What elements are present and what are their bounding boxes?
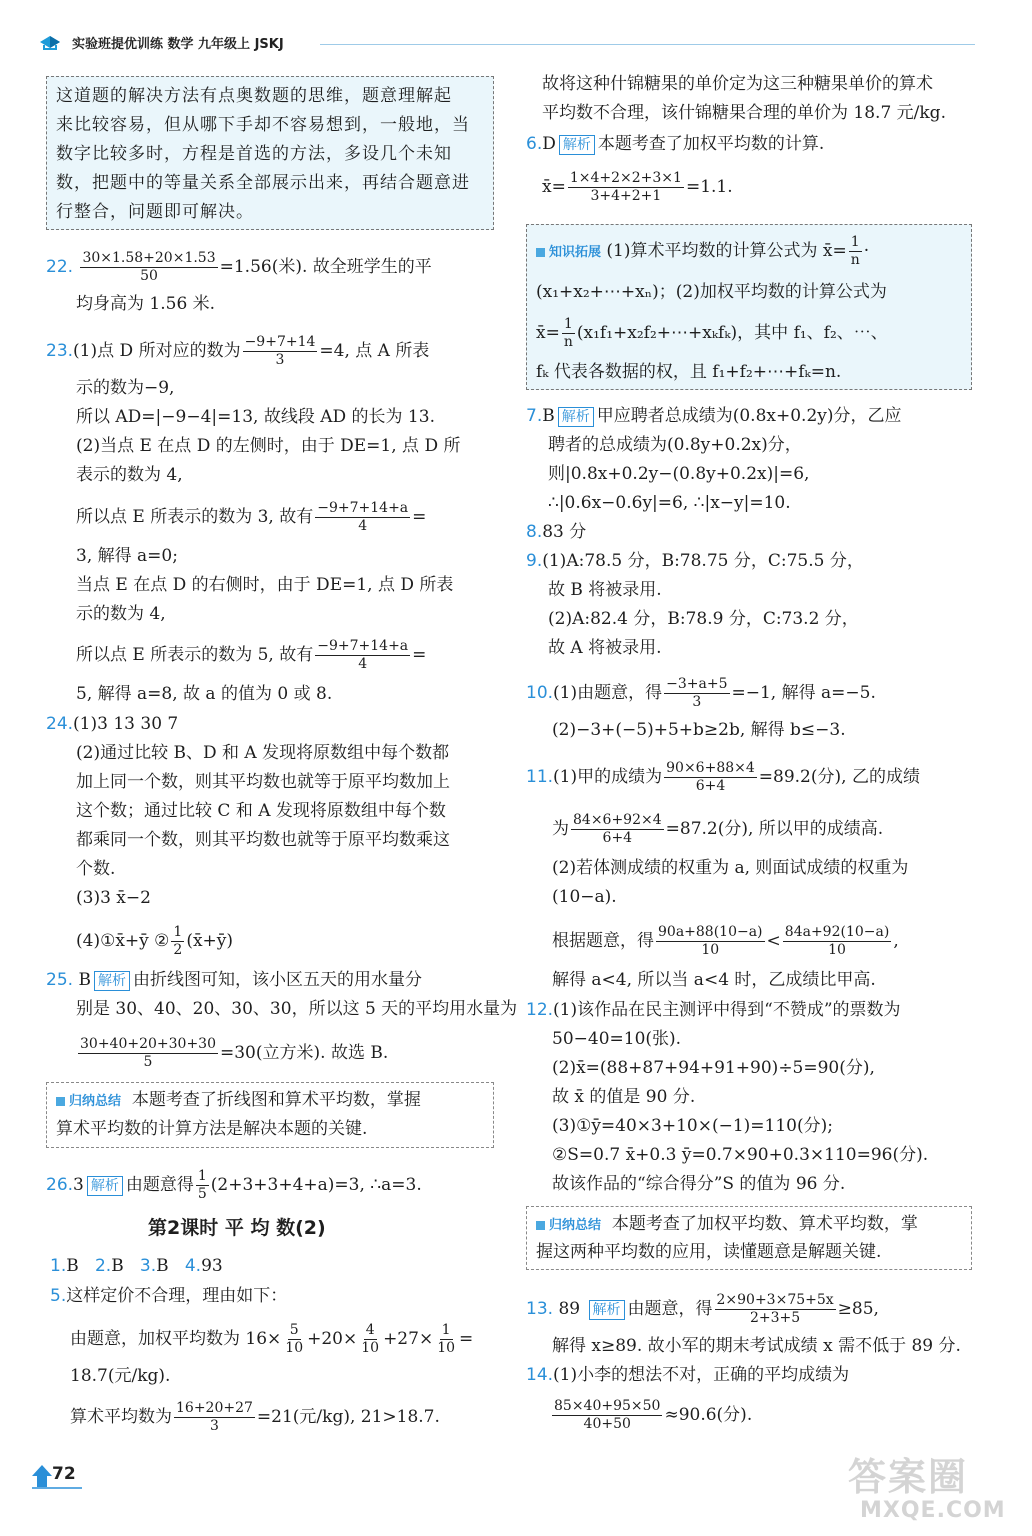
answer: D [542, 134, 556, 154]
q-number: 1. [50, 1256, 67, 1276]
denominator: 50 [140, 268, 158, 284]
watermark [840, 1440, 1010, 1530]
q25-line [76, 1036, 388, 1071]
text: 算术平均数为 [70, 1407, 172, 1427]
header-divider [320, 44, 975, 45]
summary-tag: 归纳总结 [56, 1090, 121, 1114]
q11-line [552, 924, 899, 959]
text: < [766, 931, 781, 951]
fraction [435, 1322, 457, 1357]
fraction [196, 1168, 209, 1203]
q-number: 13. [526, 1299, 554, 1319]
text: 甲应聘者总成绩为(0.8x+0.2y)分，乙应 [596, 406, 902, 426]
q-number: 26. [46, 1175, 74, 1195]
text: +20× [307, 1329, 358, 1349]
q24-line: 这个数；通过比较 C 和 A 发现将原数组中每个数 [76, 801, 446, 821]
q-number: 24. [46, 714, 74, 734]
q5-cont: 平均数不合理，该什锦糖果合理的单价为 18.7 元/kg. [542, 103, 946, 123]
answer: 93 [201, 1256, 223, 1276]
fraction [664, 760, 757, 795]
text: 本题考查了加权平均数、算术平均数，掌 [611, 1214, 918, 1234]
q5-cont: 故将这种什锦糖果的单价定为这三种糖果单价的算术 [542, 74, 933, 94]
q-number: 3. [139, 1256, 157, 1276]
text: x̄= [536, 323, 560, 343]
fraction [664, 676, 729, 711]
q-number: 8. [526, 522, 543, 542]
numerator: −3+a+5 [666, 676, 728, 692]
q11 [526, 760, 920, 795]
text: (1)由题意，得 [553, 683, 663, 703]
text: 所以点 E 所表示的数为 5, 故有 [76, 645, 314, 665]
q23-line [76, 500, 426, 535]
fraction [171, 924, 184, 959]
q24-line: 都乘同一个数，则其平均数也就等于原平均数乘这 [76, 830, 450, 850]
header [30, 28, 975, 58]
numerator: 2×90+3×75+5x [716, 1292, 834, 1308]
fraction [562, 316, 575, 351]
denominator: 10 [701, 942, 720, 958]
denominator: 6+4 [695, 778, 726, 794]
fraction [315, 500, 410, 535]
numerator: 30×1.58+20×1.53 [82, 250, 216, 266]
text: = [412, 645, 427, 665]
q13-line: 解得 x≥89. 故小军的期末考试成绩 x 需不低于 89 分. [552, 1336, 961, 1356]
answer: B [66, 1256, 79, 1276]
numerator: 85×40+95×50 [554, 1398, 661, 1414]
q7 [526, 404, 902, 428]
box1-line: 这道题的解决方法有点奥数题的思维，题意理解起 [56, 86, 452, 106]
answer: B [156, 1256, 169, 1276]
fraction [283, 1322, 305, 1357]
q12 [526, 998, 901, 1022]
text: 所以点 E 所表示的数为 3, 故有 [76, 507, 314, 527]
denominator: 2 [173, 942, 183, 958]
q-number: 9. [526, 551, 543, 571]
fraction [552, 1398, 662, 1433]
denominator: 5 [197, 1186, 207, 1202]
q23-line: 3, 解得 a=0; [76, 546, 178, 566]
q23-line: 表示的数为 4, [76, 465, 183, 485]
text: =87.2(分), 所以甲的成绩高. [665, 819, 884, 839]
book-logo-icon [38, 32, 62, 52]
q9 [526, 549, 864, 573]
q7-line: 则|0.8x+0.2y−(0.8y+0.2x)|=6, [548, 464, 810, 484]
q7-line: ∴|0.6x−0.6y|=6, ∴|x−y|=10. [548, 493, 791, 513]
box4-line [536, 1212, 918, 1238]
answer: B [542, 406, 555, 426]
q-number: 7. [526, 406, 543, 426]
numerator: 1 [563, 316, 573, 332]
text: (1)小李的想法不对，正确的平均成绩为 [553, 1365, 850, 1385]
q8 [526, 520, 586, 544]
denominator: n [563, 334, 573, 350]
fraction [80, 250, 217, 285]
q22 [46, 250, 432, 285]
watermark-url: MXQE.COM [860, 1498, 1006, 1523]
q26 [46, 1168, 422, 1203]
q24-line: 加上同一个数，则其平均数也就等于原平均数加上 [76, 772, 450, 792]
q-number: 5. [50, 1286, 67, 1306]
text: x̄= [542, 177, 566, 197]
q-number: 22. [46, 257, 74, 277]
q14 [526, 1363, 849, 1387]
text: =4, 点 A 所表 [319, 341, 430, 361]
text: (1)该作品在民主测评中得到“不赞成”的票数为 [553, 1000, 901, 1020]
fraction [78, 1036, 218, 1071]
text: (1)算术平均数的计算公式为 x̄= [606, 241, 847, 261]
text: =1.56(米). 故全班学生的平 [219, 257, 432, 277]
denominator: 4 [358, 656, 368, 672]
text: 由题意，加权平均数为 16× [70, 1329, 282, 1349]
q6 [526, 132, 824, 156]
text: (1)3 13 30 7 [73, 714, 179, 734]
denominator: 10 [437, 1340, 456, 1356]
denominator: 3 [275, 352, 285, 368]
q22-line2: 均身高为 1.56 米. [76, 294, 216, 314]
box2-line: 算术平均数的计算方法是解决本题的关键. [56, 1119, 368, 1139]
numerator: −9+7+14+a [317, 638, 409, 654]
numerator: 84a+92(10−a) [784, 924, 890, 940]
knowledge-tag: 知识拓展 [536, 241, 601, 265]
q-number: 10. [526, 683, 554, 703]
q-number: 11. [526, 767, 554, 787]
q11-line: 解得 a<4, 所以当 a<4 时，乙成绩比甲高. [552, 970, 876, 990]
denominator: 3 [209, 1418, 219, 1434]
text: =89.2(分), 乙的成绩 [758, 767, 920, 787]
q5-line: 18.7(元/kg). [70, 1366, 171, 1386]
q14-line [550, 1398, 752, 1433]
fraction [359, 1322, 381, 1357]
q9-line: (2)A:82.4 分，B:78.9 分，C:73.2 分， [548, 609, 859, 629]
q24 [46, 712, 178, 736]
q5-line [70, 1322, 473, 1357]
q13 [526, 1292, 879, 1327]
q23-line: 所以 AD=|−9−4|=13, 故线段 AD 的长为 13. [76, 407, 435, 427]
text: 由题意，得 [627, 1299, 713, 1319]
q24-line [76, 924, 233, 959]
q24-line: 个数. [76, 859, 116, 879]
q11-line: (2)若体测成绩的权重为 a, 则面试成绩的权重为 [552, 858, 909, 878]
q-number: 12. [526, 1000, 554, 1020]
answer: B [111, 1256, 124, 1276]
fraction [849, 234, 862, 269]
text: (1)点 D 所对应的数为 [73, 341, 241, 361]
mc-answers [50, 1254, 223, 1278]
q12-line: (3)①ȳ=40×3+10×(−1)=110(分); [552, 1116, 833, 1136]
q23-line: 当点 E 在点 D 的右侧时，由于 DE=1, 点 D 所表 [76, 575, 454, 595]
q24-line: (3)3 x̄−2 [76, 888, 151, 908]
answer: 3 [73, 1175, 84, 1195]
box1-line: 行整合，问题即可解决。 [56, 202, 254, 222]
fraction [568, 170, 684, 205]
fraction [656, 924, 765, 959]
q23-line: 示的数为 4, [76, 604, 166, 624]
analysis-tag: 解析 [559, 135, 595, 155]
denominator: 3 [692, 694, 702, 710]
q9-line: 故 A 将被录用. [548, 638, 662, 658]
q7-line: 聘者的总成绩为(0.8y+0.2x)分， [548, 435, 802, 455]
text: ≥85, [837, 1299, 879, 1319]
watermark-logo: 答案圈 [848, 1455, 969, 1499]
answer: 89 [558, 1299, 581, 1319]
numerator: 84×6+92×4 [573, 812, 662, 828]
denominator: 10 [285, 1340, 304, 1356]
q-number: 14. [526, 1365, 554, 1385]
text: 本题考查了加权平均数的计算. [597, 134, 825, 154]
q23-line: 示的数为−9, [76, 378, 175, 398]
box3-line: fₖ 代表各数据的权，且 f₁+f₂+⋯+fₖ=n. [536, 362, 842, 382]
numerator: 90×6+88×4 [666, 760, 755, 776]
numerator: 1 [850, 234, 860, 250]
denominator: 5 [143, 1054, 153, 1070]
denominator: 4 [358, 518, 368, 534]
q-number: 4. [184, 1256, 202, 1276]
text: =1.1. [685, 177, 733, 197]
denominator: n [850, 252, 860, 268]
q12-line: 故该作品的“综合得分”S 的值为 96 分. [552, 1174, 846, 1194]
text: · [863, 241, 870, 261]
q10-line: (2)−3+(−5)+5+b≥2b, 解得 b≤−3. [552, 720, 846, 740]
numerator: 16+20+27 [176, 1400, 253, 1416]
text: = [459, 1329, 474, 1349]
text: 本题考查了折线图和算术平均数，掌握 [131, 1090, 421, 1110]
numerator: 4 [365, 1322, 375, 1338]
analysis-tag: 解析 [558, 407, 594, 427]
text: 由题意得 [125, 1175, 194, 1195]
analysis-tag: 解析 [87, 1176, 123, 1196]
numerator: 5 [289, 1322, 299, 1338]
q23 [46, 334, 429, 369]
q23-line [76, 638, 426, 673]
section-title: 第2课时 平 均 数(2) [148, 1217, 326, 1239]
text: (2+3+3+4+a)=3, ∴a=3. [210, 1175, 422, 1195]
fraction [243, 334, 318, 369]
q5 [50, 1284, 287, 1308]
numerator: −9+7+14 [244, 334, 316, 350]
analysis-tag: 解析 [94, 971, 130, 991]
q23-line: (2)当点 E 在点 D 的左侧时，由于 DE=1, 点 D 所 [76, 436, 461, 456]
text: 根据题意，得 [552, 931, 654, 951]
box4-line: 握这两种平均数的应用，读懂题意是解题关键. [536, 1242, 882, 1262]
denominator: 2+3+5 [749, 1310, 801, 1326]
text: (x̄+ȳ) [186, 931, 234, 951]
header-title: 实验班提优训练 数学 九年级上 JSKJ [72, 37, 284, 52]
q-number: 2. [94, 1256, 112, 1276]
fraction [783, 924, 892, 959]
denominator: 3+4+2+1 [590, 188, 662, 204]
q25-line: 别是 30、40、20、30、30，所以这 5 天的平均用水量为 [76, 999, 518, 1019]
box3-line [536, 316, 888, 351]
numerator: 1 [441, 1322, 451, 1338]
page-number: 72 [52, 1464, 76, 1484]
text: =21(元/kg), 21>18.7. [256, 1407, 440, 1427]
fraction [315, 638, 410, 673]
text: +27× [383, 1329, 434, 1349]
q5-line [70, 1400, 440, 1435]
text: (4)①x̄+ȳ ② [76, 931, 170, 951]
box2-line [56, 1088, 421, 1114]
text: (1)甲的成绩为 [553, 767, 663, 787]
text: 由折线图可知，该小区五天的用水量分 [132, 970, 422, 990]
q12-line: 故 x̄ 的值是 90 分. [552, 1087, 696, 1107]
q9-line: 故 B 将被录用. [548, 580, 662, 600]
fraction [174, 1400, 255, 1435]
text: =30(立方米). 故选 B. [220, 1043, 389, 1063]
text: = [412, 507, 427, 527]
denominator: 6+4 [602, 830, 633, 846]
text: (x₁f₁+x₂f₂+⋯+xₖfₖ)，其中 f₁、f₂、⋯、 [576, 323, 888, 343]
numerator: −9+7+14+a [317, 500, 409, 516]
denominator: 10 [361, 1340, 380, 1356]
fraction [715, 1292, 836, 1327]
q10 [526, 676, 876, 711]
summary-tag: 归纳总结 [536, 1214, 601, 1238]
numerator: 1 [197, 1168, 207, 1184]
box1-line: 来比较容易，但从哪下手却不容易想到，一般地，当 [56, 115, 470, 135]
denominator: 40+50 [583, 1416, 631, 1432]
q11-line [552, 812, 883, 847]
text: , [893, 931, 899, 951]
page-number-badge [30, 1462, 86, 1490]
text: 为 [552, 819, 569, 839]
box3-line [536, 234, 869, 269]
denominator: 10 [828, 942, 846, 958]
analysis-tag: 解析 [589, 1300, 625, 1320]
q12-line: 50−40=10(张). [552, 1029, 682, 1049]
fraction [571, 812, 664, 847]
q24-line: (2)通过比较 B、D 和 A 发现将原数组中每个数都 [76, 743, 450, 763]
q-number: 25. [46, 970, 74, 990]
q23-line: 5, 解得 a=8, 故 a 的值为 0 或 8. [76, 684, 333, 704]
box3-line: (x₁+x₂+⋯+xₙ)；(2)加权平均数的计算公式为 [536, 282, 887, 302]
text: 这样定价不合理，理由如下： [66, 1286, 288, 1306]
q12-line: ②S=0.7 x̄+0.3 ȳ=0.7×90+0.3×110=96(分). [552, 1145, 929, 1165]
q11-line: (10−a). [552, 887, 617, 907]
q-number: 6. [526, 134, 543, 154]
numerator: 1 [173, 924, 183, 940]
text: =−1, 解得 a=−5. [731, 683, 876, 703]
text: (1)A:78.5 分，B:78.75 分，C:75.5 分， [542, 551, 864, 571]
box1-line: 数字比较多时，方程是首选的方法，多设几个未知 [56, 144, 452, 164]
q-number: 23. [46, 341, 74, 361]
text: ≈90.6(分). [664, 1405, 753, 1425]
answer: 83 分 [542, 522, 587, 542]
q25 [46, 968, 422, 992]
numerator: 30+40+20+30+30 [80, 1036, 216, 1052]
q6-formula [542, 170, 733, 205]
q12-line: (2)x̄=(88+87+94+91+90)÷5=90(分), [552, 1058, 875, 1078]
numerator: 1×4+2×2+3×1 [569, 170, 682, 186]
answer: B [78, 970, 91, 990]
box1-line: 数，把题中的等量关系全部展示出来，再结合题意进 [56, 173, 470, 193]
numerator: 90a+88(10−a) [658, 924, 763, 940]
